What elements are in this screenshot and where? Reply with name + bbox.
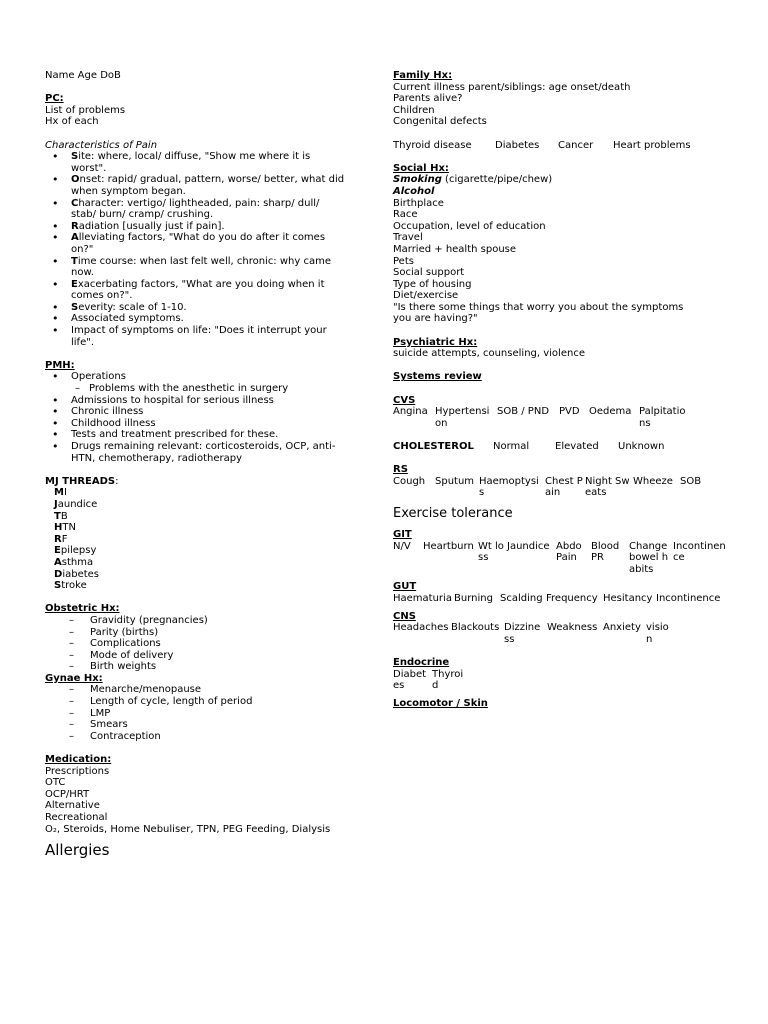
obstetric-title: Obstetric Hx:	[45, 603, 120, 615]
git-item: Incontinence	[673, 540, 726, 564]
social-line: Type of housing	[393, 278, 472, 290]
rs-title: RS	[393, 464, 408, 476]
list-item: – Complications	[90, 638, 345, 650]
gut-item: Burning	[454, 592, 493, 604]
gut-item: Hesitancy	[603, 592, 653, 604]
list-item: • Tests and treatment prescribed for these.	[71, 429, 345, 441]
family-line: Congenital defects	[393, 116, 487, 128]
gut-item: Scalding	[500, 592, 543, 604]
gut-item: Haematuria	[393, 592, 452, 604]
social-line: Occupation, level of education	[393, 220, 546, 232]
smoking-line: Smoking (cigarette/pipe/chew)	[393, 174, 553, 186]
list-item: MI	[54, 487, 67, 499]
name-age-dob: Name Age DoB	[45, 70, 121, 81]
git-item: Abdo Pain	[556, 540, 582, 564]
medication-line: Recreational	[45, 812, 108, 823]
cvs-item: Oedema	[589, 406, 632, 418]
social-line: "Is there some things that worry you about the symptoms you are having?"	[393, 301, 684, 325]
pc-line: Hx of each	[45, 116, 99, 128]
list-item: – Contraception	[90, 731, 345, 743]
rs-item: Night Sweats	[585, 475, 630, 499]
endocrine-title: Endocrine	[393, 656, 450, 668]
rs-item: Haemoptysis	[479, 475, 539, 499]
list-item: Jaundice	[54, 498, 98, 510]
allergies-title: Allergies	[45, 841, 110, 860]
gynae-list	[45, 684, 345, 742]
list-item: – Length of cycle, length of period	[90, 696, 345, 708]
list-item: • Time course: when last felt well, chronic: why came now.	[71, 256, 345, 279]
list-item: • Severity: scale of 1-10.	[71, 302, 345, 314]
condition: Thyroid disease	[393, 139, 472, 151]
list-item: – Problems with the anesthetic in surgery	[89, 383, 345, 395]
social-line: Married + health spouse	[393, 243, 517, 255]
systems-review-title: Systems review	[393, 371, 482, 383]
pc-line: List of problems	[45, 104, 126, 116]
pc-title: PC:	[45, 93, 64, 105]
list-item: • Drugs remaining relevant: corticosteroids, OCP, anti-HTN, chemotherapy, radiotherapy	[71, 441, 345, 464]
cns-item: Headaches	[393, 622, 449, 634]
list-item: – Birth weights	[90, 661, 345, 673]
pmh-list	[45, 371, 345, 464]
medication-line: OTC	[45, 777, 66, 789]
list-item: • Radiation [usually just if pain].	[71, 221, 345, 233]
social-line: Race	[393, 209, 418, 221]
cholesterol-label: CHOLESTEROL	[393, 441, 474, 452]
list-item: – LMP	[90, 708, 345, 720]
list-item: • Onset: rapid/ gradual, pattern, worse/ better, what did when symptom began.	[71, 174, 345, 197]
social-line: Social support	[393, 267, 465, 279]
pmh-title: PMH:	[45, 359, 75, 371]
git-grid	[393, 541, 733, 576]
mj-threads-title: MJ THREADS:	[45, 475, 119, 487]
cns-item: Anxiety	[603, 622, 641, 634]
rs-item: Wheeze	[633, 475, 673, 487]
list-item: • Site: where, local/ diffuse, "Show me where it is worst".	[71, 151, 345, 174]
cns-title: CNS	[393, 610, 416, 622]
list-item: • Childhood illness	[71, 418, 345, 430]
exercise-tolerance-title: Exercise tolerance	[393, 505, 513, 521]
cvs-title: CVS	[393, 394, 416, 406]
cholesterol-row	[393, 441, 733, 453]
social-line: Travel	[393, 232, 423, 244]
list-item: – Menarche/menopause	[90, 684, 345, 696]
endocrine-item: Diabetes	[393, 668, 427, 692]
cvs-grid	[393, 406, 733, 429]
psychiatric-line: suicide attempts, counseling, violence	[393, 348, 585, 360]
list-item: • Impact of symptoms on life: "Does it interrupt your life".	[71, 325, 345, 348]
list-item: Asthma	[54, 556, 94, 568]
gut-grid	[393, 593, 733, 605]
endocrine-grid	[393, 669, 733, 692]
git-item: N/V	[393, 540, 411, 552]
list-item: • Operations – Problems with the anesthetic in surgery	[71, 371, 345, 394]
list-item: RF	[54, 533, 68, 545]
gynae-title: Gynae Hx:	[45, 672, 103, 684]
list-item: HTN	[54, 522, 76, 534]
rs-grid	[393, 476, 733, 499]
social-line: Birthplace	[393, 197, 444, 209]
git-item: Heartburn	[423, 540, 474, 552]
cholesterol-option: Normal	[493, 441, 530, 452]
list-item: – Gravidity (pregnancies)	[90, 615, 345, 627]
left-column	[45, 70, 345, 859]
family-conditions	[393, 140, 733, 152]
list-item: – Mode of delivery	[90, 650, 345, 662]
family-line: Current illness parent/siblings: age onset/death	[393, 81, 631, 93]
condition: Cancer	[558, 139, 594, 151]
git-title: GIT	[393, 528, 412, 540]
condition: Diabetes	[495, 139, 540, 151]
obstetric-list	[45, 615, 345, 673]
list-item: Epilepsy	[54, 545, 97, 557]
cns-item: vision	[646, 622, 669, 645]
list-item: • Character: vertigo/ lightheaded, pain: sharp/ dull/ stab/ burn/ cramp/ crushing.	[71, 198, 345, 221]
cvs-item: Palpitations	[639, 406, 686, 429]
mj-threads-list	[45, 487, 345, 591]
list-item: • Admissions to hospital for serious illness	[71, 395, 345, 407]
medication-title: Medication:	[45, 754, 112, 766]
git-item: Change bowel habits	[629, 540, 669, 575]
cvs-item: Hypertension	[435, 406, 490, 429]
medication-line: OCP/HRT	[45, 788, 90, 800]
git-item: Wt loss	[478, 540, 504, 564]
cholesterol-option: Unknown	[618, 441, 665, 452]
list-item: Stroke	[54, 580, 87, 592]
list-item: • Exacerbating factors, "What are you doing when it comes on?".	[71, 279, 345, 302]
list-item: Diabetes	[54, 568, 100, 580]
cvs-item: SOB / PND	[497, 406, 550, 418]
list-item: – Parity (births)	[90, 627, 345, 639]
psychiatric-title: Psychiatric Hx:	[393, 336, 478, 348]
list-item: • Associated symptoms.	[71, 313, 345, 325]
list-item: TB	[54, 510, 68, 522]
condition: Heart problems	[613, 139, 691, 151]
pain-list	[45, 151, 345, 348]
family-title: Family Hx:	[393, 70, 453, 81]
gut-item: Frequency	[546, 592, 598, 604]
social-line: Diet/exercise	[393, 290, 459, 302]
medication-line: O₂, Steroids, Home Nebuliser, TPN, PEG Feeding, Dialysis	[45, 823, 331, 835]
family-line: Parents alive?	[393, 93, 463, 105]
alcohol-line: Alcohol	[393, 185, 435, 197]
cholesterol-option: Elevated	[555, 441, 599, 452]
list-item: • Chronic illness	[71, 406, 345, 418]
medication-line: Alternative	[45, 800, 100, 812]
family-line: Children	[393, 104, 435, 116]
pain-title: Characteristics of Pain	[45, 139, 158, 151]
rs-item: Sputum	[435, 475, 475, 487]
gut-title: GUT	[393, 581, 417, 593]
git-item: Jaundice	[507, 540, 550, 552]
endocrine-item: Thyroid	[432, 668, 464, 692]
locomotor-skin-title: Locomotor / Skin	[393, 697, 488, 709]
rs-item: SOB	[680, 475, 702, 487]
cvs-item: Angina	[393, 406, 428, 418]
gut-item: Incontinence	[656, 592, 721, 604]
list-item: • Alleviating factors, "What do you do after it comes on?"	[71, 232, 345, 255]
cvs-item: PVD	[559, 406, 580, 418]
social-title: Social Hx:	[393, 162, 449, 174]
cns-grid	[393, 622, 733, 645]
list-item: – Smears	[90, 719, 345, 731]
git-item: Blood PR	[591, 540, 620, 564]
medication-line: Prescriptions	[45, 765, 110, 777]
rs-item: Cough	[393, 475, 426, 487]
rs-item: Chest Pain	[545, 475, 583, 499]
social-line: Pets	[393, 255, 414, 267]
cns-item: Dizziness	[504, 622, 541, 645]
right-column	[393, 70, 733, 709]
cns-item: Blackouts	[451, 622, 500, 634]
cns-item: Weakness	[547, 622, 598, 634]
